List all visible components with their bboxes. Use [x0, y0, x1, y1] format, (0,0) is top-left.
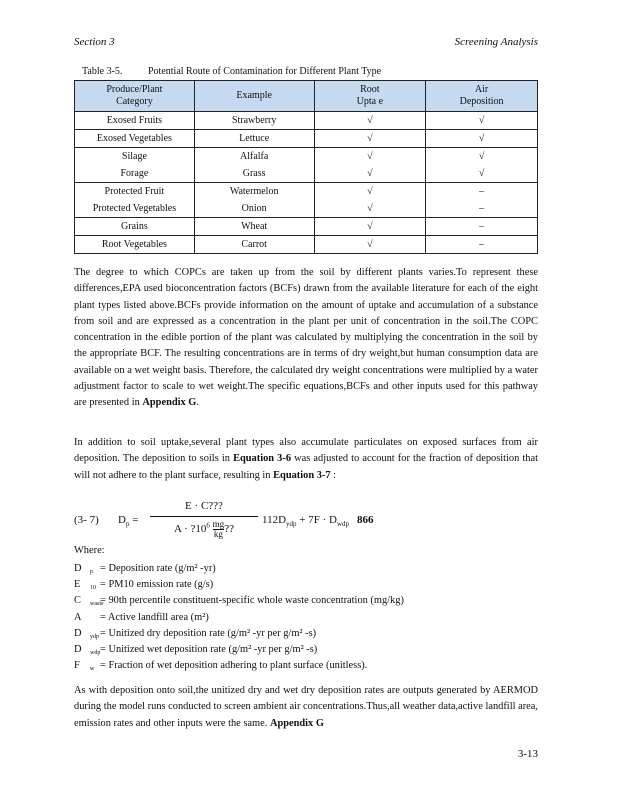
cell-root: √ — [314, 183, 426, 201]
cell-air: √ — [426, 130, 538, 148]
table-title: Potential Route of Contamination for Different Plant Type — [148, 66, 382, 77]
cell-category: Protected Fruit — [75, 183, 195, 201]
contamination-route-table — [74, 80, 538, 254]
definition-item: D wdp = Unitized wet deposition rate (g/m² -yr per g/m² -s) — [74, 643, 318, 656]
variable-definitions — [74, 561, 538, 674]
cell-category: Forage — [75, 165, 195, 183]
equation-denominator: $A \cdot ?10^6$ $\frac{mg}{kg}$ ?? — [174, 519, 234, 539]
cell-air: – — [426, 236, 538, 254]
header-air-deposition: Air Deposition — [426, 81, 538, 112]
table-row — [75, 130, 538, 148]
cell-air: – — [426, 218, 538, 236]
equation-number: (3- 7) — [74, 514, 99, 526]
definition-item: D p = Deposition rate (g/m² -yr) — [74, 563, 216, 575]
table-row — [75, 148, 538, 166]
definition-item: E 10 = PM10 emission rate (g/s) — [74, 579, 214, 592]
cell-root: √ — [314, 218, 426, 236]
definition-item: A = Active landfill area (m²) — [74, 611, 209, 623]
cell-category: Grains — [75, 218, 195, 236]
cell-air: – — [426, 183, 538, 201]
cell-example: Lettuce — [194, 130, 314, 148]
cell-air: – — [426, 200, 538, 218]
equation-lhs: $D_p$ = — [118, 514, 139, 529]
cell-example: Grass — [194, 165, 314, 183]
page-number: 3-13 — [517, 748, 538, 760]
cell-example: Carrot — [194, 236, 314, 254]
header-example: Example — [194, 81, 314, 112]
cell-air: √ — [426, 112, 538, 130]
table-row — [75, 183, 538, 201]
cell-air: √ — [426, 165, 538, 183]
cell-root: √ — [314, 236, 426, 254]
cell-example: Alfalfa — [194, 148, 314, 166]
paragraph-bcf: The degree to which COPCs are taken up from the soil by different plants varies.To represent these differences,EPA used bioconcentration factors (BCFs) drawn from the available literature for each of the eight plant types listed above.BCFs provide information on the amount of uptake and accumulation of a substance from soil and are expressed as a concentration in the plant per unit of concentration in the soil.The COPC concentration in the edible portion of the plant was calculated by multiplying the concentration in the soil by the appropriate BCF. The resulting concentrations are in terms of dry weight,but human consumption data are available on a wet weight basis. Therefore, the calculated dry weight concentrations were multiplied by a water adjustment factor to scale to wet weight.The specific equations,BCFs and other inputs used for this pathway are presented in Appendix G. — [74, 267, 538, 409]
cell-category: Silage — [75, 148, 195, 166]
header-title: Screening Analysis — [454, 36, 538, 48]
paragraph-air-deposition: In addition to soil uptake,several plant types also accumulate particulates on exposed surfaces from air deposition. The deposition to soils in Equation 3-6 was adjusted to account for the fraction of deposition that will not adhere to the plant surface, resulting in Equation 3-7 : — [74, 437, 538, 481]
equation-reference: Equation 3-6 — [233, 453, 292, 465]
definition-item: F w = Fraction of wet deposition adhering to plant surface (unitless). — [74, 660, 368, 673]
cell-root: √ — [314, 165, 426, 183]
where-label: Where: — [74, 545, 105, 556]
header-section: Section 3 — [74, 36, 115, 48]
cell-root: √ — [314, 112, 426, 130]
header-root-uptake: Root Upta e — [314, 81, 426, 112]
page-header — [74, 36, 538, 50]
definition-item: D ydp = Unitized dry deposition rate (g/m² -yr per g/m² -s) — [74, 627, 317, 640]
cell-example: Onion — [194, 200, 314, 218]
header-category: Produce/Plant Category — [75, 81, 195, 112]
table-row — [75, 200, 538, 218]
equation-reference: Equation 3-7 — [273, 469, 331, 481]
cell-root: √ — [314, 148, 426, 166]
definition-item: C waste = 90th percentile constituent-specific whole waste concentration (mg/kg) — [74, 595, 404, 608]
paragraph-aermod: As with deposition onto soil,the unitized dry and wet dry deposition rates are outputs generated by AERMOD during the model runs conducted to screen ambient air concentrations.Thus,all weather data,active landfill area, emission rates and other inputs were the same. Appendix G — [74, 685, 538, 729]
appendix-reference: Appendix G — [269, 717, 324, 729]
table-row — [75, 236, 538, 254]
cell-example: Wheat — [194, 218, 314, 236]
table-header-row — [75, 81, 538, 112]
table-row — [75, 218, 538, 236]
cell-example: Strawberry — [194, 112, 314, 130]
equation-rhs: $112D_{ydp} + 7F \cdot D_{wdp}$ 866 — [262, 514, 374, 529]
equation-numerator: E · C??? — [150, 500, 258, 517]
cell-category: Protected Vegetables — [75, 200, 195, 218]
table-row — [75, 165, 538, 183]
equation-fraction — [150, 500, 258, 539]
table-row — [75, 112, 538, 130]
cell-example: Watermelon — [194, 183, 314, 201]
cell-air: √ — [426, 148, 538, 166]
appendix-reference: Appendix G — [142, 397, 197, 409]
table-caption — [82, 66, 381, 77]
cell-root: √ — [314, 130, 426, 148]
table-number: Table 3-5. — [82, 66, 123, 77]
cell-category: Root Vegetables — [75, 236, 195, 254]
equation-3-7 — [74, 500, 538, 542]
cell-root: √ — [314, 200, 426, 218]
cell-category: Exosed Vegetables — [75, 130, 195, 148]
cell-category: Exosed Fruits — [75, 112, 195, 130]
